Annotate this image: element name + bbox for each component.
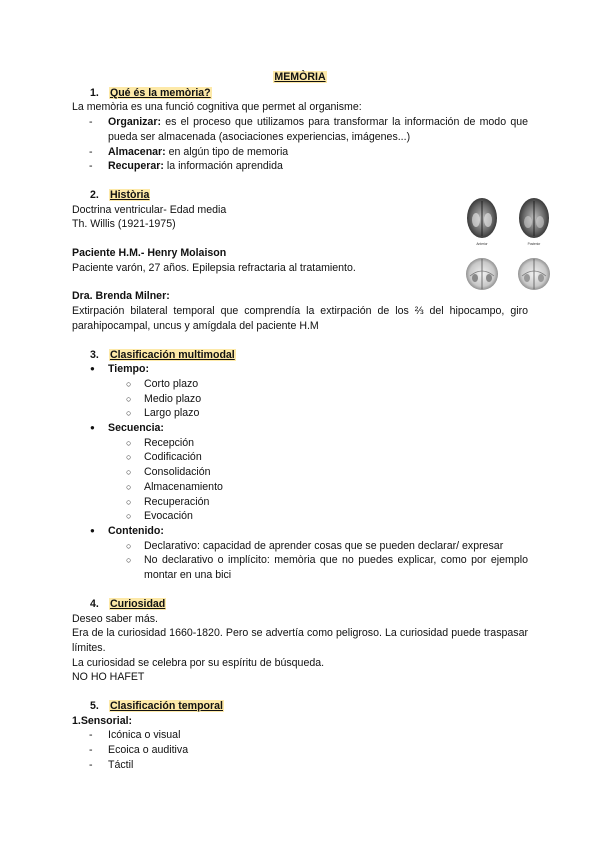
curiosity-line: NO HO HAFET xyxy=(72,671,145,684)
history-line: Th. Willis (1921-1975) xyxy=(72,218,176,231)
brain-scan-top-left xyxy=(467,198,497,238)
curiosity-line: Era de la curiosidad 1660-1820. Pero se advertía como peligroso. La curiosidad puede traspasar límites. xyxy=(72,627,528,654)
sub-item: ○ Largo plazo xyxy=(126,407,200,420)
brain-scan-bottom-right xyxy=(518,258,550,290)
list-item: - Ecoica o auditiva xyxy=(89,744,189,757)
sub-item: ○ Almacenamiento xyxy=(126,480,223,493)
brain-scan-top-right xyxy=(519,198,549,238)
sub-item: ○ Declarativo: capacidad de aprender cosas que se pueden declarar/ expresar xyxy=(126,539,504,552)
list-item: - Almacenar: en algún tipo de memoria xyxy=(89,145,289,158)
bullet-item: ● Secuencia: xyxy=(90,422,164,435)
section-heading-2: 2. Història xyxy=(90,188,150,201)
brain-label-b: Posterior xyxy=(527,242,541,246)
list-item: - Recuperar: la información aprendida xyxy=(89,160,283,173)
subheading-sensorial: 1.Sensorial: xyxy=(72,714,133,727)
list-item: - Organizar: es el proceso que utilizamos para transformar la información de modo que pueda ser almacenada (asociaciones experiencias, imágenes...) xyxy=(89,116,528,143)
sub-item: ○ Medio plazo xyxy=(126,392,202,405)
section-heading-1: 1. Qué és la memòria? xyxy=(90,86,211,99)
section-heading-5: 5. Clasificación temporal xyxy=(90,700,223,713)
document-page xyxy=(72,70,528,773)
sub-item: ○ Recuperación xyxy=(126,495,210,508)
bullet-item: ● Contenido: xyxy=(90,524,164,537)
bullet-item: ● Tiempo: xyxy=(90,363,150,376)
list-item: - Táctil xyxy=(89,758,134,771)
brain-scan-figure xyxy=(462,196,562,296)
sub-item: ○ No declarativo o implícito: memòria que no puedes explicar, como por ejemplo montar en una bici xyxy=(126,554,528,582)
list-item: - Icónica o visual xyxy=(89,729,181,742)
section-heading-3: 3. Clasificación multimodal xyxy=(90,348,235,361)
page-title: MEMÒRIA xyxy=(274,71,326,83)
sub-item: ○ Consolidación xyxy=(126,466,211,479)
history-line: Doctrina ventricular- Edad media xyxy=(72,203,227,216)
hm-title: Paciente H.M.- Henry Molaison xyxy=(72,247,227,260)
section-heading-4: 4. Curiosidad xyxy=(90,597,166,610)
curiosity-line: La curiosidad se celebra por su espíritu de búsqueda. xyxy=(72,656,325,669)
brain-scan-bottom-left xyxy=(466,258,498,290)
sub-item: ○ Corto plazo xyxy=(126,377,199,390)
brain-label-a: Anterior xyxy=(476,242,488,246)
milner-text: Extirpación bilateral temporal que comprendía la extirpación de los ⅔ del hipocampo, giro parahipocampal, uncus y amígdala del paciente H.M xyxy=(72,305,528,332)
sub-item: ○ Recepción xyxy=(126,436,195,449)
sub-item: ○ Evocación xyxy=(126,510,193,523)
milner-title: Dra. Brenda Milner: xyxy=(72,290,170,303)
sub-item: ○ Codificación xyxy=(126,451,202,464)
section-1-intro: La memòria es una funció cognitiva que permet al organisme: xyxy=(72,101,362,114)
curiosity-line: Deseo saber más. xyxy=(72,612,158,625)
hm-text: Paciente varón, 27 años. Epilepsia refractaria al tratamiento. xyxy=(72,261,356,274)
